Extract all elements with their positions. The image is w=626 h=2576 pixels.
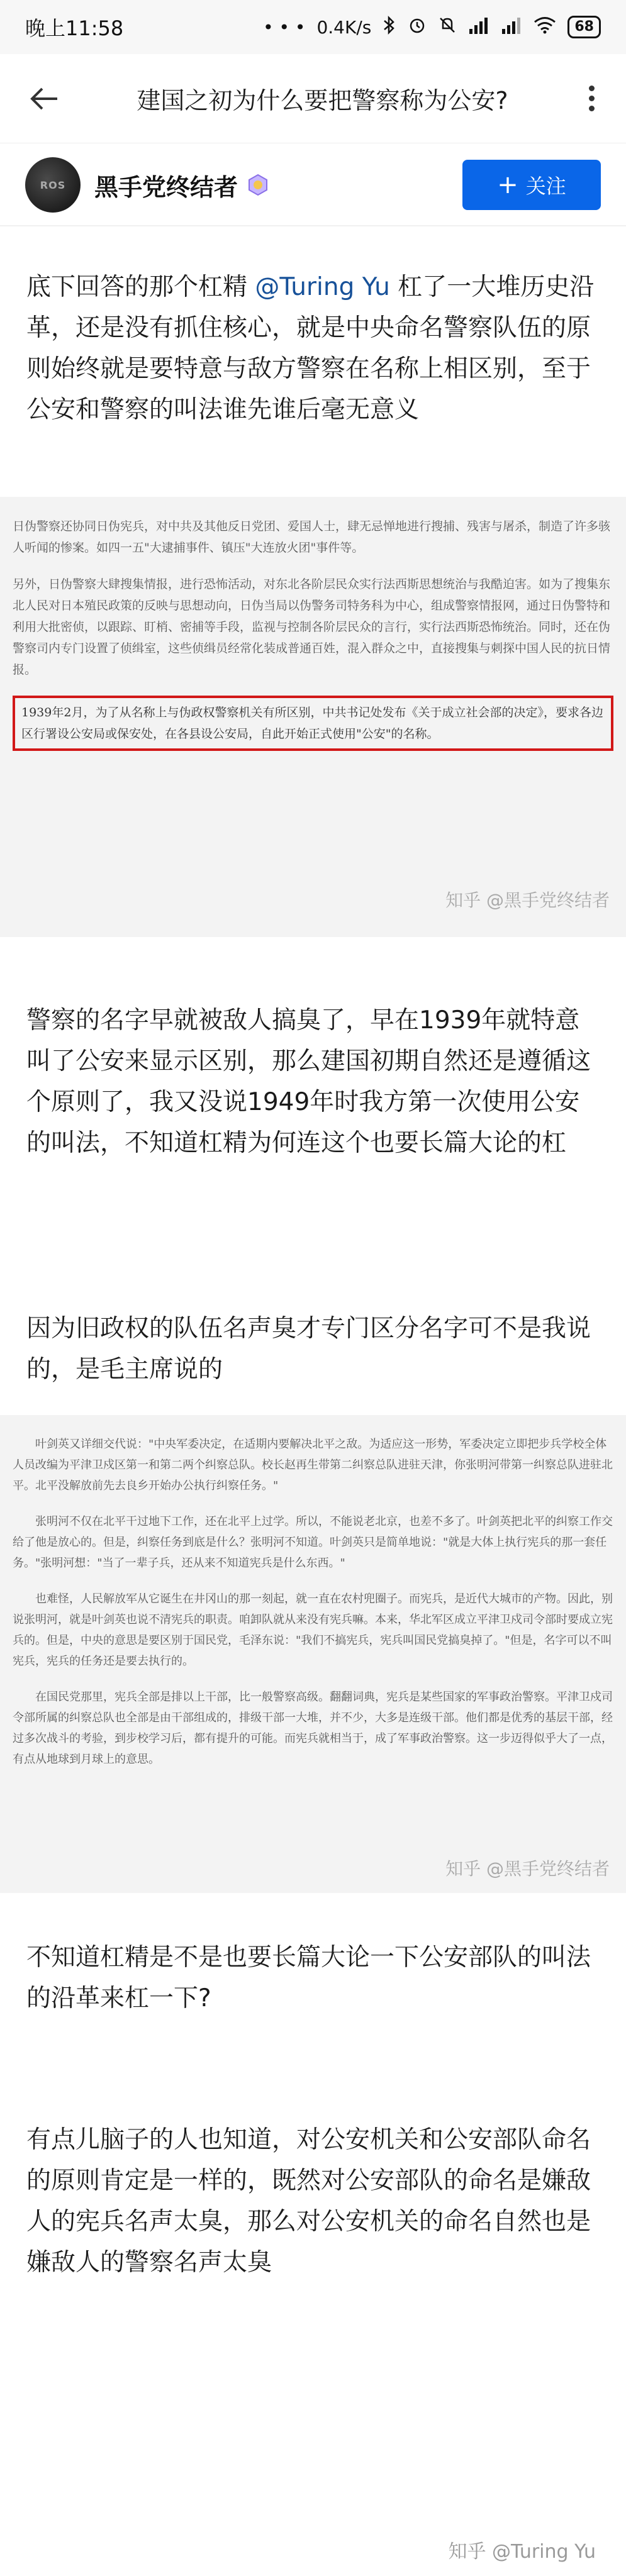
answer-paragraph-2: 警察的名字早就被敌人搞臭了，早在1939年就特意叫了公安来显示区别，那么建国初期自然还是遵循这个原则了，我又没说1949年时我方第一次使用公安的叫法，不知道杠精为何连这个也要长篇大论的杠 — [26, 1006, 591, 1157]
image-text-block: 叶剑英又详细交代说："中央军委决定，在适期内要解决北平之敌。为适应这一形势，军委决定立即把步兵学校全体人员改编为平津卫戍区第一和第二两个纠察总队。校长赵再生带第二纠察总队进驻天津，你张明河带第一纠察总队进驻北平。北平没解放前先去良乡开始办公执行纠察任务。" — [13, 1438, 613, 1492]
more-dots-icon — [589, 86, 595, 91]
image-text-block: 另外，日伪警察大肆搜集情报，进行恐怖活动，对东北各阶层民众实行法西斯思想统治与我酷迫害。如为了搜集东北人民对日本殖民政策的反映与思想动向，日伪当局以伪警务司特务科为中心，组成警察情报网，通过日伪警特和利用大批密侦，以跟踪、盯梢、密捕等手段，监视与控制各阶层民众的言行，实行法西斯恐怖统治。同时，还在伪警察司内专门设置了侦缉室，这些侦缉员经常化装成普通百姓，混入群众之中，直接搜集与刺探中国人民的抗日情报。 — [13, 577, 611, 677]
image-text-block: 也难怪，人民解放军从它诞生在井冈山的那一刻起，就一直在农村兜圈子。而宪兵，是近代大城市的产物。因此，别说张明河，就是叶剑英也说不清宪兵的职责。咱卸队就从来没有宪兵嘛。本来，华北军区成立平津卫戍司令部时要成立宪兵的。但是，中央的意思是要区别于国民党，毛泽东说："我们不搞宪兵，宪兵叫国民党搞臭掉了。"但是，名字可以不叫宪兵，宪兵的任务还是要去执行的。 — [13, 1592, 613, 1668]
alarm-icon — [408, 16, 427, 39]
signal-icon — [468, 16, 489, 38]
avatar-text: ROS — [40, 179, 66, 191]
bluetooth-icon — [383, 15, 396, 40]
image-text-block: 张明河不仅在北平干过地下工作，还在北平上过学。所以，不能说老北京，也差不多了。叶剑英把北平的纠察工作交给了他是放心的。但是，纠察任务到底是什么？张明河不知道。叶剑英只是简单地说："就是大体上执行宪兵的那一套任务。"张明河想："当了一辈子兵，还从来不知道宪兵是什么东西。" — [13, 1515, 613, 1570]
signal-icon-2 — [501, 16, 522, 38]
image-text-block: 在国民党那里，宪兵全部是排以上干部，比一般警察高级。翻翻词典，宪兵是某些国家的军事政治警察。平津卫戍司令部所属的纠察总队也全部是由干部组成的，排级干部一大堆，并不少，大多是连级干部。他们都是优秀的基层干部，经过多次战斗的考验，到步校学习后，都有提升的可能。而宪兵就相当于，成了军事政治警察。这一步迈得似乎大了一点，有点从地球到月球上的意思。 — [13, 1690, 613, 1766]
plus-icon: + — [497, 170, 518, 199]
paragraph-text: 杠了一大堆历史沿革，还是没有抓住核心，就是中央命名警察队伍的原则始终就是要特意与敌方警察在名称上相区别，至于公安和警察的叫法谁先谁后毫无意义 — [26, 273, 595, 424]
embedded-image-history-text[interactable] — [0, 497, 626, 937]
follow-button[interactable] — [462, 160, 601, 210]
network-speed: 0.4K/s — [316, 16, 372, 38]
status-indicators — [263, 15, 601, 40]
image-watermark: 知乎 @黑手党终结者 — [445, 1858, 610, 1879]
user-mention-link[interactable]: @Turing Yu — [255, 273, 390, 301]
more-options-button[interactable] — [576, 86, 607, 111]
answer-paragraph-5: 有点儿脑子的人也知道，对公安机关和公安部队命名的原则肯定是一样的，既然对公安部队的命名是嫌敌人的宪兵名声太臭，那么对公安机关的命名自然也是嫌敌人的警察名声太臭 — [26, 2126, 591, 2277]
arrow-left-icon — [30, 86, 59, 111]
highlighted-text-block: 1939年2月，为了从名称上与伪政权警察机关有所区别，中共书记处发布《关于成立社会部的决定》，要求各边区行署设公安局或保安处，在各县设公安局，自此开始正式使用"公安"的名称。 — [13, 696, 613, 751]
battery-indicator: 68 — [567, 16, 601, 38]
avatar[interactable] — [25, 157, 81, 213]
question-header — [0, 54, 626, 143]
wifi-icon — [534, 16, 556, 38]
answer-paragraph-3: 因为旧政权的队伍名声臭才专门区分名字可不是我说的，是毛主席说的 — [26, 1314, 591, 1384]
answer-paragraph-4: 不知道杠精是不是也要长篇大论一下公安部队的叫法的沿革来杠一下? — [26, 1943, 591, 2012]
follow-label: 关注 — [525, 174, 566, 198]
mute-icon — [438, 16, 457, 39]
image-text-block: 日伪警察还协同日伪宪兵，对中共及其他反日党团、爱国人士，肆无忌惮地进行搜捕、残害与屠杀，制造了许多骇人听闻的惨案。如四一五"大逮捕事件、镇压"大连放火团"事件等。 — [13, 519, 611, 555]
question-title[interactable]: 建国之初为什么要把警察称为公安? — [137, 87, 508, 114]
answer-paragraph-1 — [26, 267, 599, 430]
back-button[interactable] — [19, 74, 69, 124]
status-dots: • • • — [263, 16, 306, 38]
status-time: 晚上11:58 — [25, 16, 124, 40]
author-name[interactable]: 黑手党终结者 — [94, 173, 238, 201]
author-bar — [0, 145, 626, 226]
embedded-image-book-excerpt[interactable] — [0, 1415, 626, 1893]
image-watermark: 知乎 @黑手党终结者 — [445, 890, 610, 911]
status-bar — [0, 0, 626, 54]
paragraph-text: 底下回答的那个杠精 — [26, 273, 255, 301]
footer-watermark: 知乎 @Turing Yu — [448, 2541, 596, 2563]
verified-badge-icon — [247, 174, 269, 196]
